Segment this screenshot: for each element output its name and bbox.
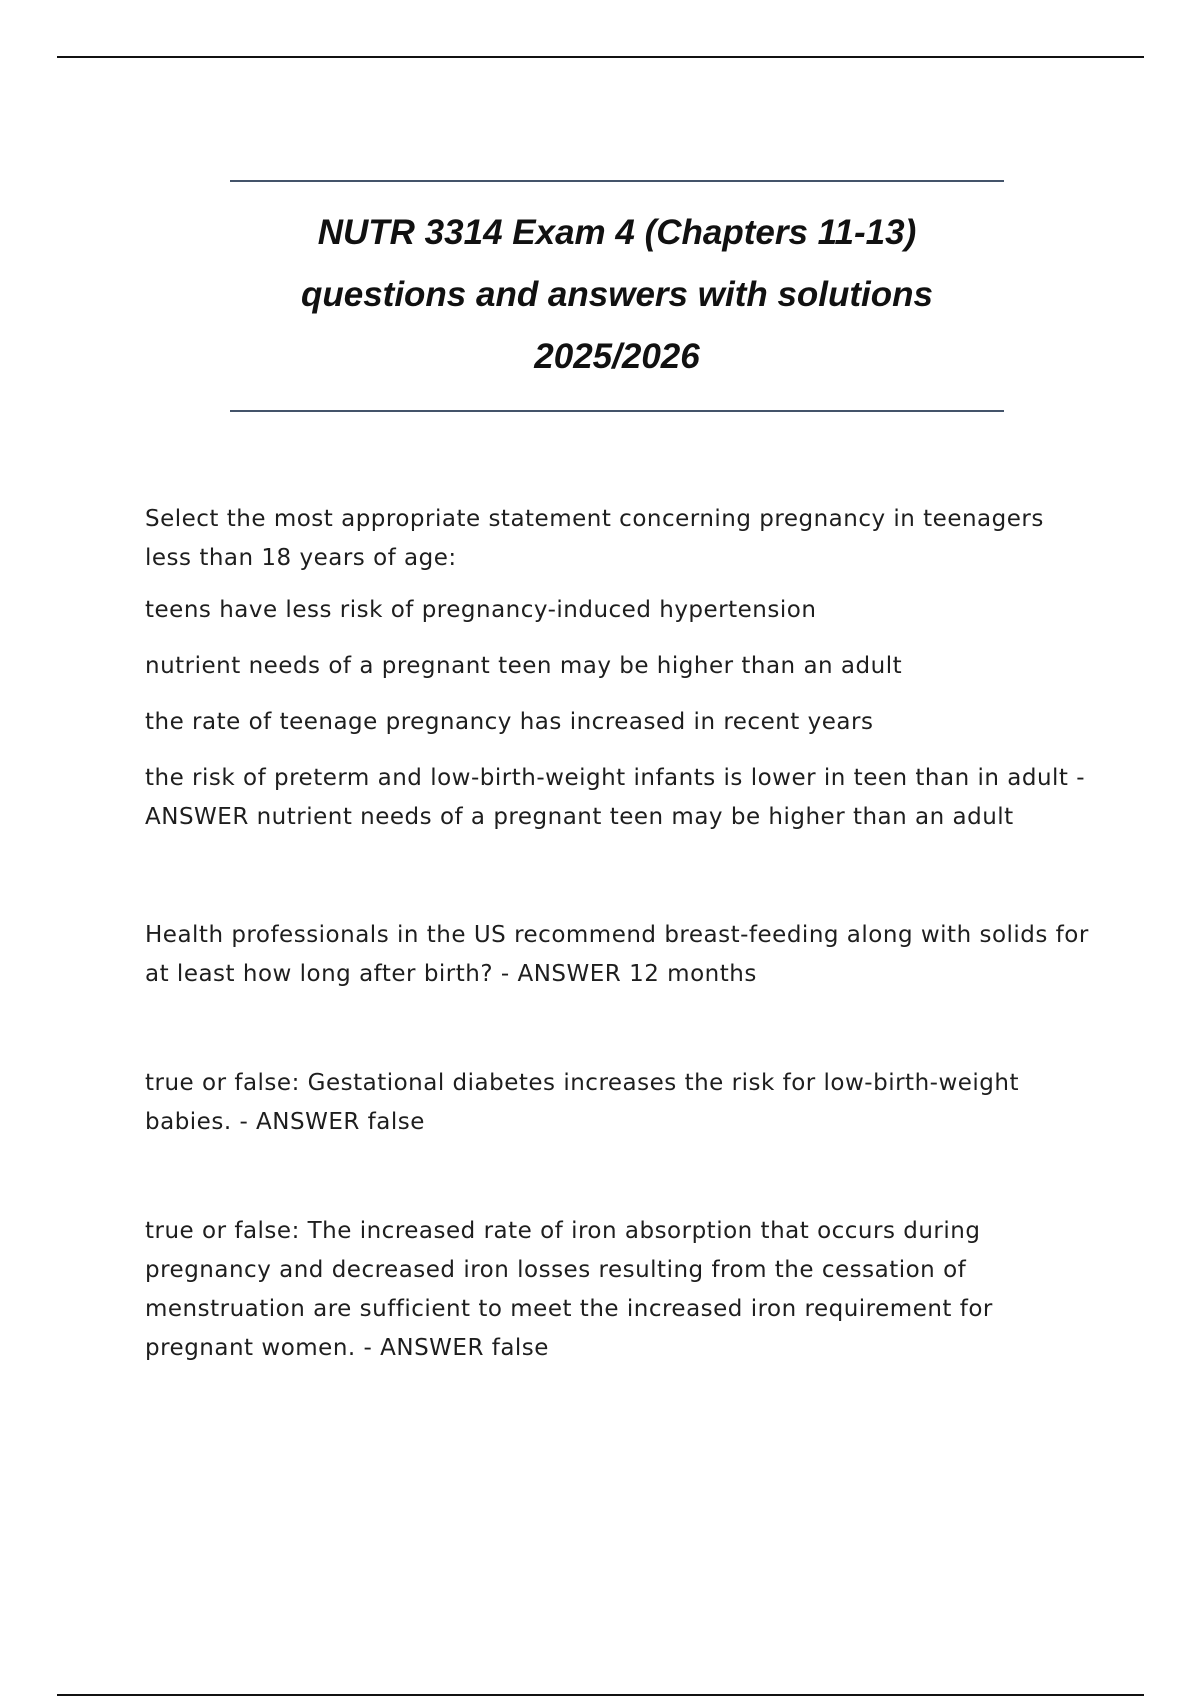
question-4 bbox=[145, 1212, 1095, 1368]
question-1-stem: Select the most appropriate statement concerning pregnancy in teenagers less than 18 years of age: bbox=[145, 506, 1044, 571]
question-1 bbox=[145, 500, 1095, 837]
title-line-2: questions and answers with solutions bbox=[300, 275, 934, 314]
spacer bbox=[145, 994, 1095, 1064]
title-rule-top bbox=[230, 180, 1004, 182]
question-2-text: Health professionals in the US recommend breast-feeding along with solids for at least how long after birth? - ANSWER 12 months bbox=[145, 922, 1089, 987]
question-4-text: true or false: The increased rate of iron absorption that occurs during pregnancy and decreased iron losses resulting from the cessation of menstruation are sufficient to meet the increased iron requirement for pregnant women. - ANSWER false bbox=[145, 1218, 993, 1361]
page-top-rule bbox=[57, 56, 1144, 58]
spacer bbox=[145, 837, 1095, 916]
page-bottom-rule bbox=[57, 1694, 1144, 1696]
question-2 bbox=[145, 916, 1095, 994]
spacer bbox=[145, 1142, 1095, 1212]
title-line-3: 2025/2026 bbox=[534, 337, 700, 376]
question-1-option-4-answer: the risk of preterm and low-birth-weight infants is lower in teen than in adult - ANSWER nutrient needs of a pregnant teen may be higher than an adult bbox=[145, 765, 1086, 830]
question-3 bbox=[145, 1064, 1095, 1142]
title-line-1: NUTR 3314 Exam 4 (Chapters 11-13) bbox=[317, 213, 917, 252]
question-3-text: true or false: Gestational diabetes increases the risk for low-birth-weight babies. - ANSWER false bbox=[145, 1070, 1019, 1135]
question-1-option-1: teens have less risk of pregnancy-induced hypertension bbox=[145, 597, 817, 623]
document-title bbox=[230, 202, 1004, 388]
title-block bbox=[230, 180, 1004, 412]
question-1-option-3: the rate of teenage pregnancy has increased in recent years bbox=[145, 709, 874, 735]
question-1-option-2: nutrient needs of a pregnant teen may be higher than an adult bbox=[145, 653, 903, 679]
title-rule-bottom bbox=[230, 410, 1004, 412]
question-list bbox=[145, 500, 1095, 1368]
